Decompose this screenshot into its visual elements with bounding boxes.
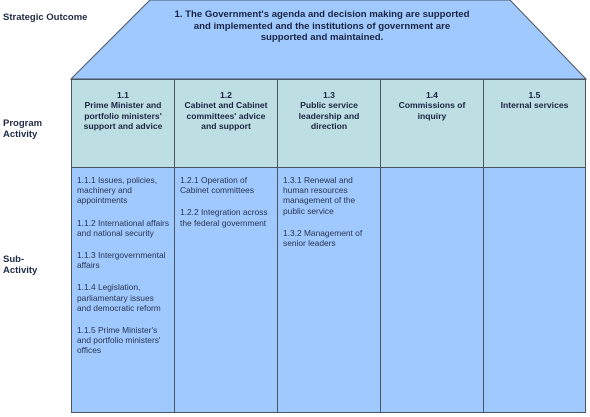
program-column-1-3 bbox=[277, 79, 381, 413]
program-title: Commissions of inquiry bbox=[398, 100, 466, 121]
strategic-outcome-label: Strategic Outcome bbox=[3, 12, 88, 23]
program-activity-cell bbox=[483, 79, 586, 168]
sub-activity-cell bbox=[174, 167, 278, 413]
sub-activity-cell bbox=[380, 167, 484, 413]
sub-activity-cell bbox=[277, 167, 381, 413]
sub-activity-item: 1.3.1 Renewal and human resources management of the public service bbox=[283, 175, 356, 216]
program-column-1-2 bbox=[174, 79, 278, 413]
sub-activity-item: 1.1.2 International affairs and national security bbox=[77, 217, 170, 238]
program-activity-cell bbox=[277, 79, 381, 168]
program-column-1-1 bbox=[71, 79, 175, 413]
program-number: 1.5 bbox=[528, 90, 541, 100]
program-activity-label: Program Activity bbox=[3, 118, 43, 140]
strategic-outcome-text: 1. The Government's agenda and decision making are supported and implemented and the institutions of government are supported and maintained. bbox=[174, 9, 470, 43]
program-number: 1.2 bbox=[220, 90, 232, 100]
sub-activity-label: Sub- Activity bbox=[3, 254, 38, 276]
program-title: Prime Minister and portfolio ministers' support and advice bbox=[83, 100, 163, 132]
program-title: Cabinet and Cabinet committees' advice and support bbox=[184, 100, 268, 132]
sub-activity-item: 1.2.1 Operation of Cabinet committees bbox=[180, 175, 255, 196]
program-title: Internal services bbox=[500, 100, 569, 111]
program-number: 1.1 bbox=[117, 90, 129, 100]
sub-activity-item: 1.1.3 Intergovernmental affairs bbox=[77, 250, 166, 271]
sub-activity-item: 1.1.4 Legislation, parliamentary issues and democratic reform bbox=[77, 282, 161, 313]
program-number: 1.4 bbox=[426, 90, 438, 100]
sub-activity-cell bbox=[71, 167, 175, 413]
sub-activity-item: 1.3.2 Management of senior leaders bbox=[283, 227, 363, 249]
program-column-1-4 bbox=[380, 79, 484, 413]
sub-activity-cell bbox=[483, 167, 586, 413]
program-activity-cell bbox=[71, 79, 175, 168]
sub-activity-item: 1.2.2 Integration across the federal government bbox=[180, 207, 268, 228]
program-activity-cell bbox=[380, 79, 484, 168]
sub-activity-item: 1.1.1 Issues, policies, machinery and appointments bbox=[77, 175, 158, 206]
sub-activity-item: 1.1.5 Prime Minister's and portfolio ministers' offices bbox=[77, 325, 161, 356]
program-column-1-5 bbox=[483, 79, 586, 413]
program-table bbox=[71, 79, 586, 413]
program-number: 1.3 bbox=[323, 90, 335, 100]
program-activity-cell bbox=[174, 79, 278, 168]
program-title: Public service leadership and direction bbox=[298, 100, 360, 132]
